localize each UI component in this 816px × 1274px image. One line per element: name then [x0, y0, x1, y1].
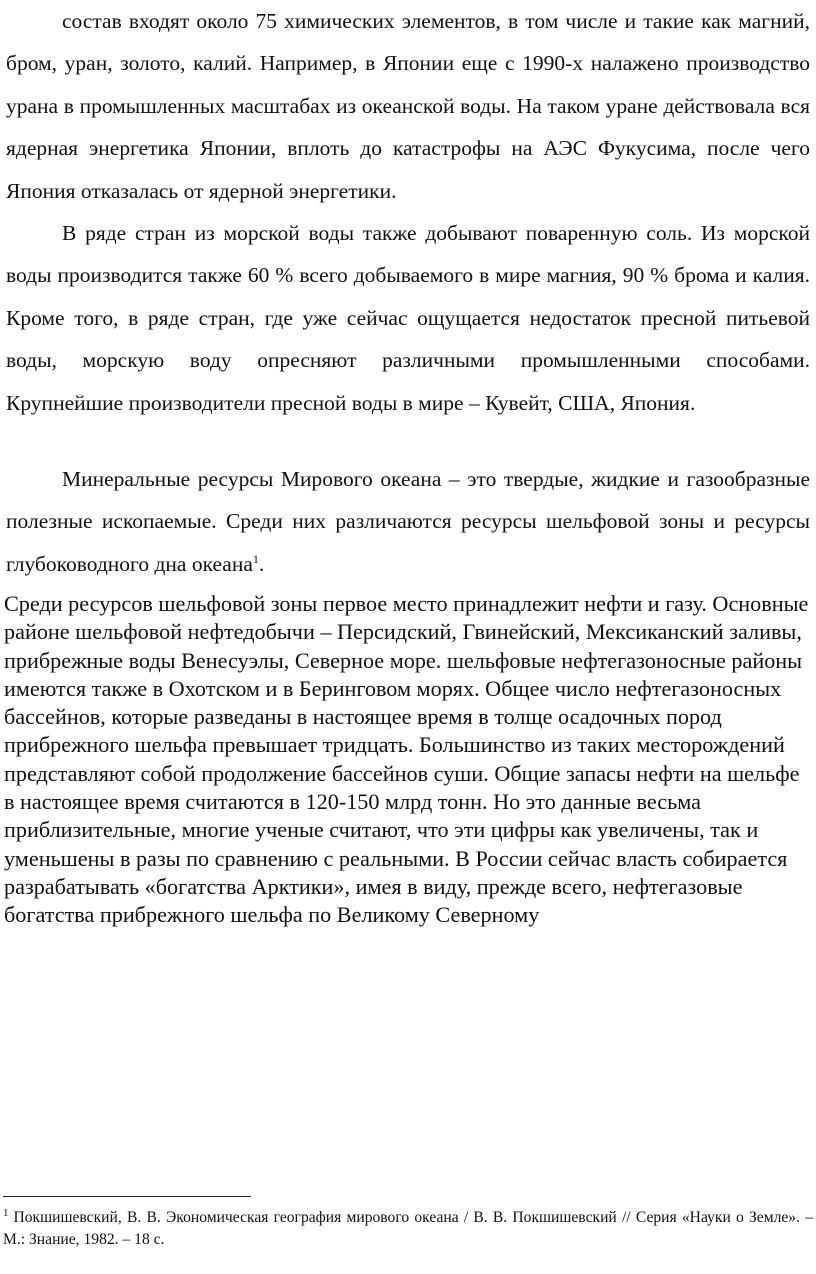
paragraph-2 — [6, 212, 810, 424]
paragraph-4-text: Среди ресурсов шельфовой зоны первое место принадлежит нефти и газу. Основные районе шельфовой нефтедобычи – Персидский, Гвинейский, Мексиканский заливы, прибрежные воды Венесуэлы, Северное море. шельфовые нефтегазоносные районы имеются также в Охотском и в Беринговом морях. Общее число нефтегазоносных бассейнов, которые разведаны в настоящее время в толще осадочных пород прибрежного шельфа превышает тридцать. Большинство из таких месторождений представляют собой продолжение бассейнов суши. Общие запасы нефти на шельфе в настоящее время считаются в 120-150 млрд тонн. Но это данные весьма приблизительные, многие ученые считают, что эти цифры как увеличены, так и уменьшены в разы по сравнению с реальными. В России сейчас власть собирается разрабатывать «богатства Арктики», имея в виду, прежде всего, нефтегазовые богатства прибрежного шельфа по Великому Северному — [4, 591, 809, 928]
paragraph-3 — [6, 458, 810, 585]
paragraph-2-text: В ряде стран из морской воды также добывают поваренную соль. Из морской воды производится также 60 % всего добываемого в мире магния, 90 % брома и калия. Кроме того, в ряде стран, где уже сейчас ощущается недостаток пресной питьевой воды, морскую воду опресняют различными промышленными способами. Крупнейшие производители пресной воды в мире – Кувейт, США, Япония. — [6, 221, 810, 415]
paragraph-3-end: . — [258, 551, 265, 576]
paragraph-4-shelf-resources — [4, 590, 814, 930]
paragraph-3-text: Минеральные ресурсы Мирового океана – это твердые, жидкие и газообразные полезные ископаемые. Среди них различаются ресурсы шельфовой зоны и ресурсы глубоководного дна океана — [6, 467, 810, 576]
footnote-number: 1 — [3, 1206, 9, 1219]
footnote-reference[interactable]: 1 — [252, 551, 259, 566]
paragraph-1 — [6, 0, 810, 212]
footnote-separator — [3, 1196, 251, 1197]
paragraph-1-text: состав входят около 75 химических элементов, в том числе и такие как магний, бром, уран, золото, калий. Например, в Японии еще с 1990-х налажено производство урана в промышленных масштабах из океанской воды. На таком уране действовала вся ядерная энергетика Японии, вплоть до катастрофы на АЭС Фукусима, после чего Япония отказалась от ядерной энергетики. — [6, 9, 810, 203]
footnote — [3, 1207, 813, 1251]
footnote-text: Покшишевский, В. В. Экономическая география мирового океана / В. В. Покшишевский // Серия «Науки о Земле». – М.: Знание, 1982. – 18 с. — [3, 1209, 813, 1248]
